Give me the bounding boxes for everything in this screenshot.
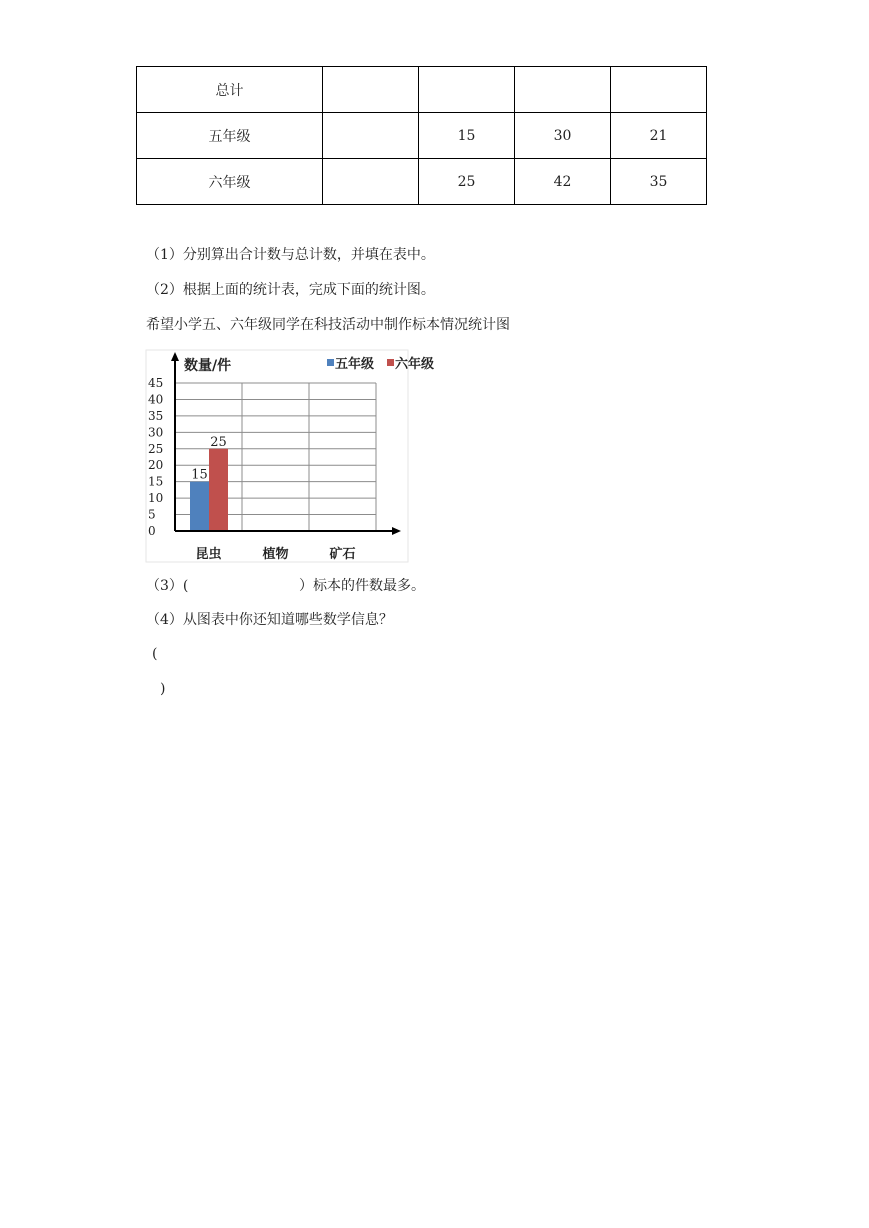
bar-chart-svg <box>146 350 435 562</box>
table-cell <box>323 159 419 205</box>
chart-title: 希望小学五、六年级同学在科技活动中制作标本情况统计图 <box>146 317 510 333</box>
legend-label: 五年级 <box>335 357 375 372</box>
legend-label: 六年级 <box>395 357 435 372</box>
y-tick-label: 35 <box>148 408 164 423</box>
table-cell: 42 <box>515 159 611 205</box>
y-axis-label: 数量/件 <box>184 358 232 374</box>
answer-open-paren: ( <box>152 646 158 662</box>
table-cell: 35 <box>611 159 707 205</box>
question-1: （1）分别算出合计数与总计数，并填在表中。 <box>146 247 435 263</box>
y-tick-label: 15 <box>148 474 164 489</box>
table-cell <box>515 67 611 113</box>
y-tick-label: 5 <box>148 507 156 522</box>
bar-chart <box>146 350 435 562</box>
y-tick-label: 0 <box>148 524 156 538</box>
y-tick-label: 30 <box>148 425 164 440</box>
y-tick-label: 40 <box>148 392 164 407</box>
table-cell: 15 <box>419 113 515 159</box>
legend-swatch <box>387 359 394 366</box>
table-cell <box>323 67 419 113</box>
question-4: （4）从图表中你还知道哪些数学信息？ <box>146 612 393 628</box>
statistics-table <box>136 66 707 205</box>
table-cell <box>419 67 515 113</box>
row-label: 五年级 <box>137 113 323 159</box>
x-tick-label: 矿石 <box>329 547 356 562</box>
data-label: 25 <box>210 434 227 450</box>
table-row-grade6 <box>137 159 707 205</box>
question-3-suffix: ）标本的件数最多。 <box>299 578 425 594</box>
table-cell <box>323 113 419 159</box>
bar <box>209 449 228 531</box>
y-tick-label: 10 <box>148 491 164 506</box>
table-cell: 25 <box>419 159 515 205</box>
table-cell: 21 <box>611 113 707 159</box>
table-cell: 30 <box>515 113 611 159</box>
data-label: 15 <box>191 467 208 483</box>
table-cell <box>611 67 707 113</box>
row-label: 六年级 <box>137 159 323 205</box>
y-tick-label: 20 <box>148 458 164 473</box>
row-label: 总计 <box>137 67 323 113</box>
bar <box>190 482 209 531</box>
question-2: （2）根据上面的统计表，完成下面的统计图。 <box>146 282 435 298</box>
x-tick-label: 植物 <box>262 547 289 562</box>
legend-swatch <box>327 359 334 366</box>
x-tick-label: 昆虫 <box>195 547 222 562</box>
table-row-grade5 <box>137 113 707 159</box>
table-row-total <box>137 67 707 113</box>
question-3-prefix: （3）( <box>146 578 189 594</box>
y-tick-label: 45 <box>148 376 164 390</box>
y-tick-label: 25 <box>148 441 164 456</box>
answer-close-paren: ) <box>160 681 166 697</box>
